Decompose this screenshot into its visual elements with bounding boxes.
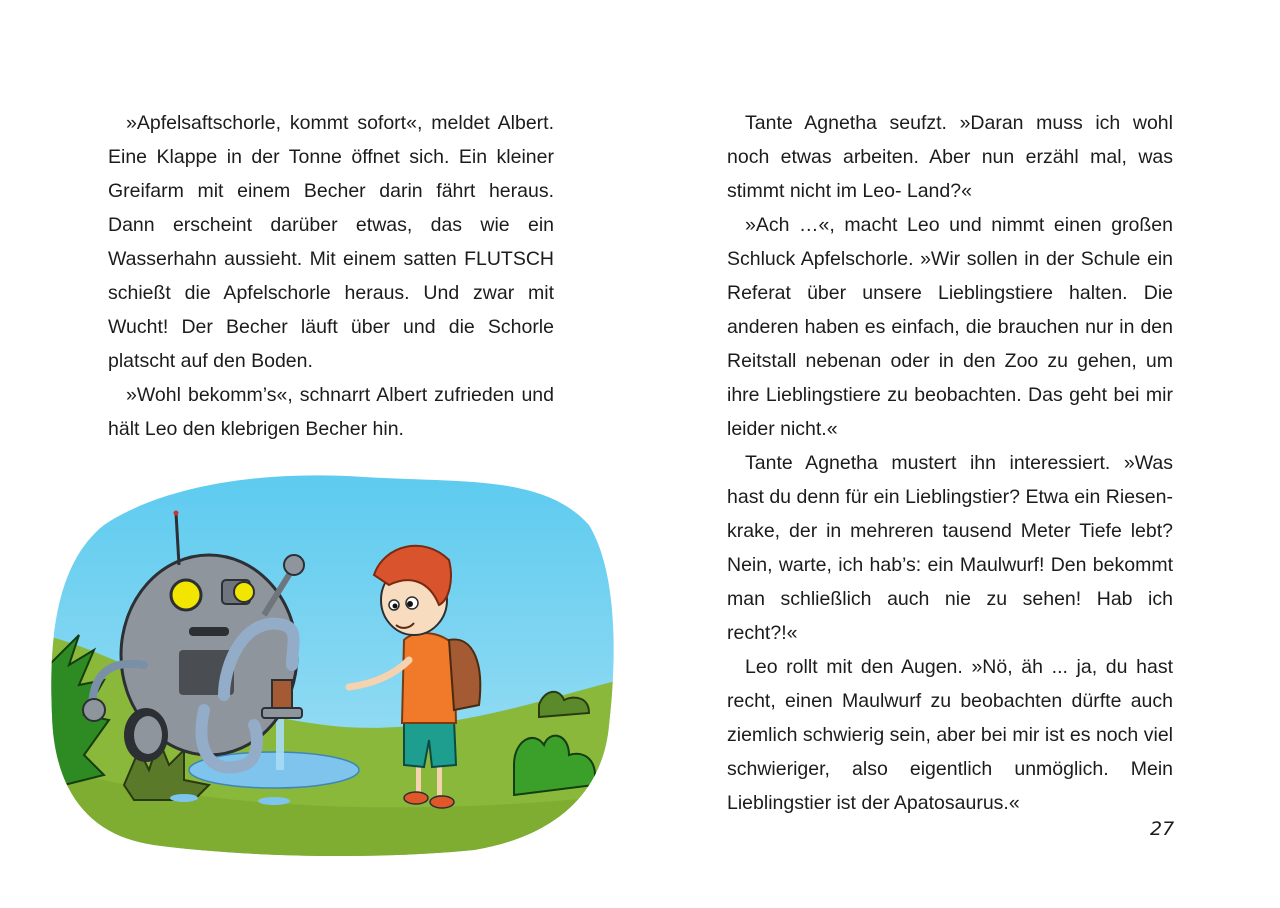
illustration-robot-and-boy — [44, 465, 619, 860]
right-page-text — [727, 106, 1173, 820]
paragraph: »Wohl bekomm’s«, schnarrt Albert zufrieden und hält Leo den klebrigen Becher hin. — [108, 384, 554, 440]
page-number: 27 — [1150, 818, 1175, 840]
left-page-text — [108, 106, 554, 446]
paragraph: Leo rollt mit den Augen. »Nö, äh ... ja, du hast recht, einen Maulwurf zu beobachten dürfte auch ziemlich schwierig sein, aber bei mir ist es noch viel schwieriger, also eigentlich unmöglich. Mein Lieblingstier ist der Apatosaurus.« — [727, 656, 1173, 814]
illustration-svg — [44, 465, 619, 860]
paragraph: »Apfelsaftschorle, kommt sofort«, meldet Albert. Eine Klappe in der Tonne öffnet sich. Ein kleiner Greifarm mit einem Becher darin fährt heraus. Dann erscheint darüber etwas, das wie ein Wasserhahn aussieht. Mit einem satten FLUTSCH schießt die Apfelschorle heraus. Und zwar mit Wucht! Der Becher läuft über und die Schorle platscht auf den Boden. — [108, 112, 554, 372]
paragraph: »Ach …«, macht Leo und nimmt einen großen Schluck Apfelschorle. »Wir sollen in der Schule ein Referat über unsere Lieblingstiere halten. Die anderen haben es einfach, die brauchen nur in den Reitstall nebenan oder in den Zoo zu gehen, um ihre Lieblingstiere zu beobachten. Das geht bei mir leider nicht.« — [727, 214, 1173, 440]
paragraph: Tante Agnetha seufzt. »Daran muss ich wohl noch etwas arbeiten. Aber nun erzähl mal, was stimmt nicht im Leo- Land?« — [727, 112, 1173, 202]
paragraph: Tante Agnetha mustert ihn interessiert. »Was hast du denn für ein Lieblingstier? Etwa ein Riesenkrake, der in mehreren tausend Meter Tiefe lebt? Nein, warte, ich hab’s: ein Maulwurf! Den bekommt man schließlich auch nie zu sehen! Hab ich recht?!« — [727, 452, 1173, 644]
